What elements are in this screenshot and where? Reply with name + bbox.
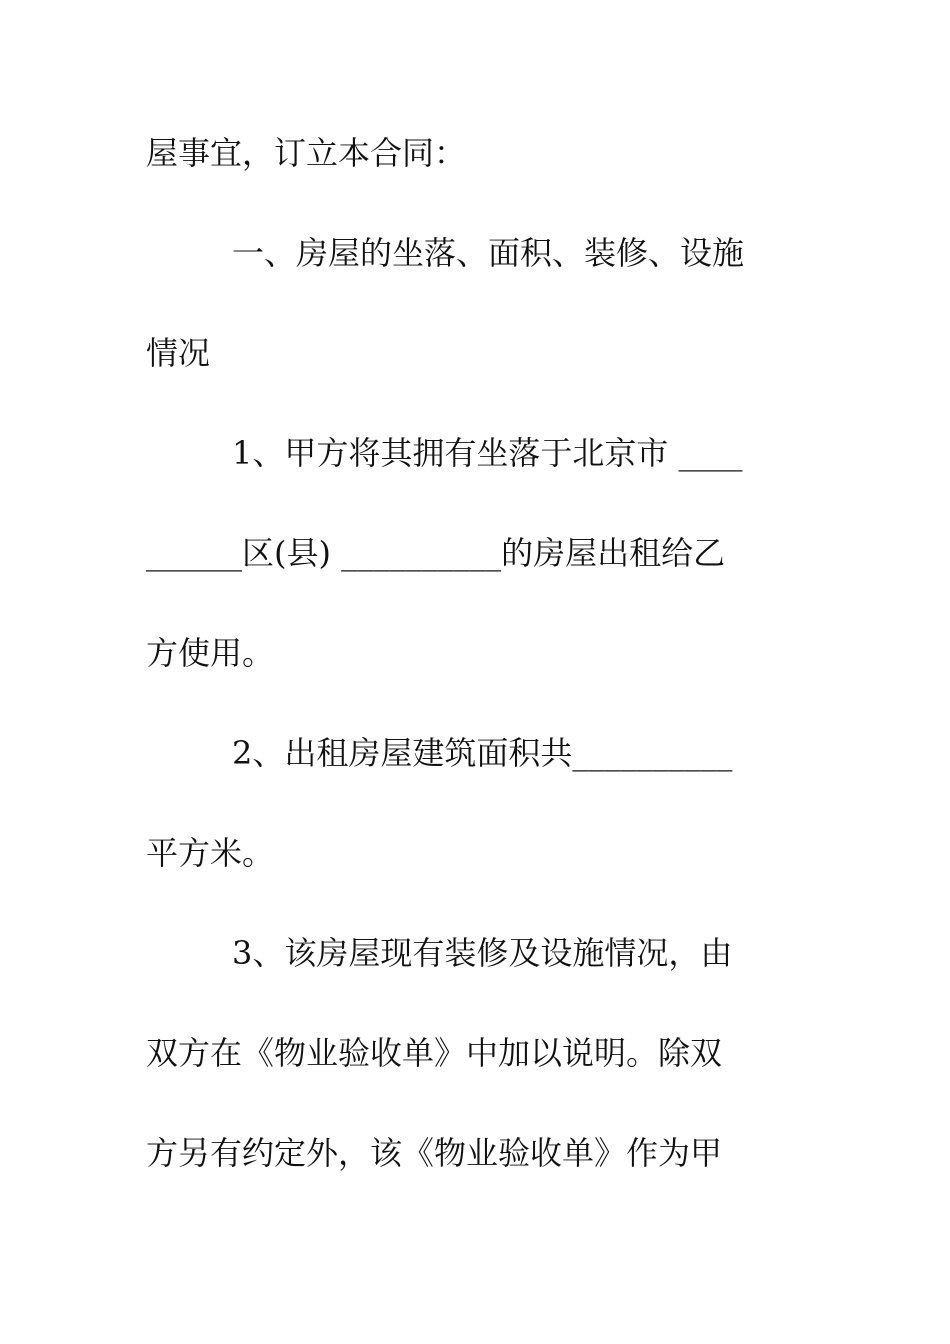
clause-2-line-2: 平方米。 (146, 834, 275, 872)
clause-1-line-1: 1、甲方将其拥有坐落于北京市 ____ (232, 434, 743, 472)
clause-3-line-2: 双方在《物业验收单》中加以说明。除双 (146, 1034, 723, 1072)
text-line-1: 屋事宜，订立本合同： (146, 134, 467, 172)
clause-3-line-3: 方另有约定外，该《物业验收单》作为甲 (146, 1134, 723, 1172)
clause-2-line-1: 2、出租房屋建筑面积共__________ (232, 734, 733, 772)
clause-1-line-2: ______区(县) __________的房屋出租给乙 (146, 534, 726, 572)
clause-1-line-3: 方使用。 (146, 634, 275, 672)
clause-3-line-1: 3、该房屋现有装修及设施情况，由 (232, 934, 733, 972)
text-line-3: 情况 (146, 334, 211, 372)
section-heading-1: 一、房屋的坐落、面积、装修、设施 (232, 234, 745, 272)
